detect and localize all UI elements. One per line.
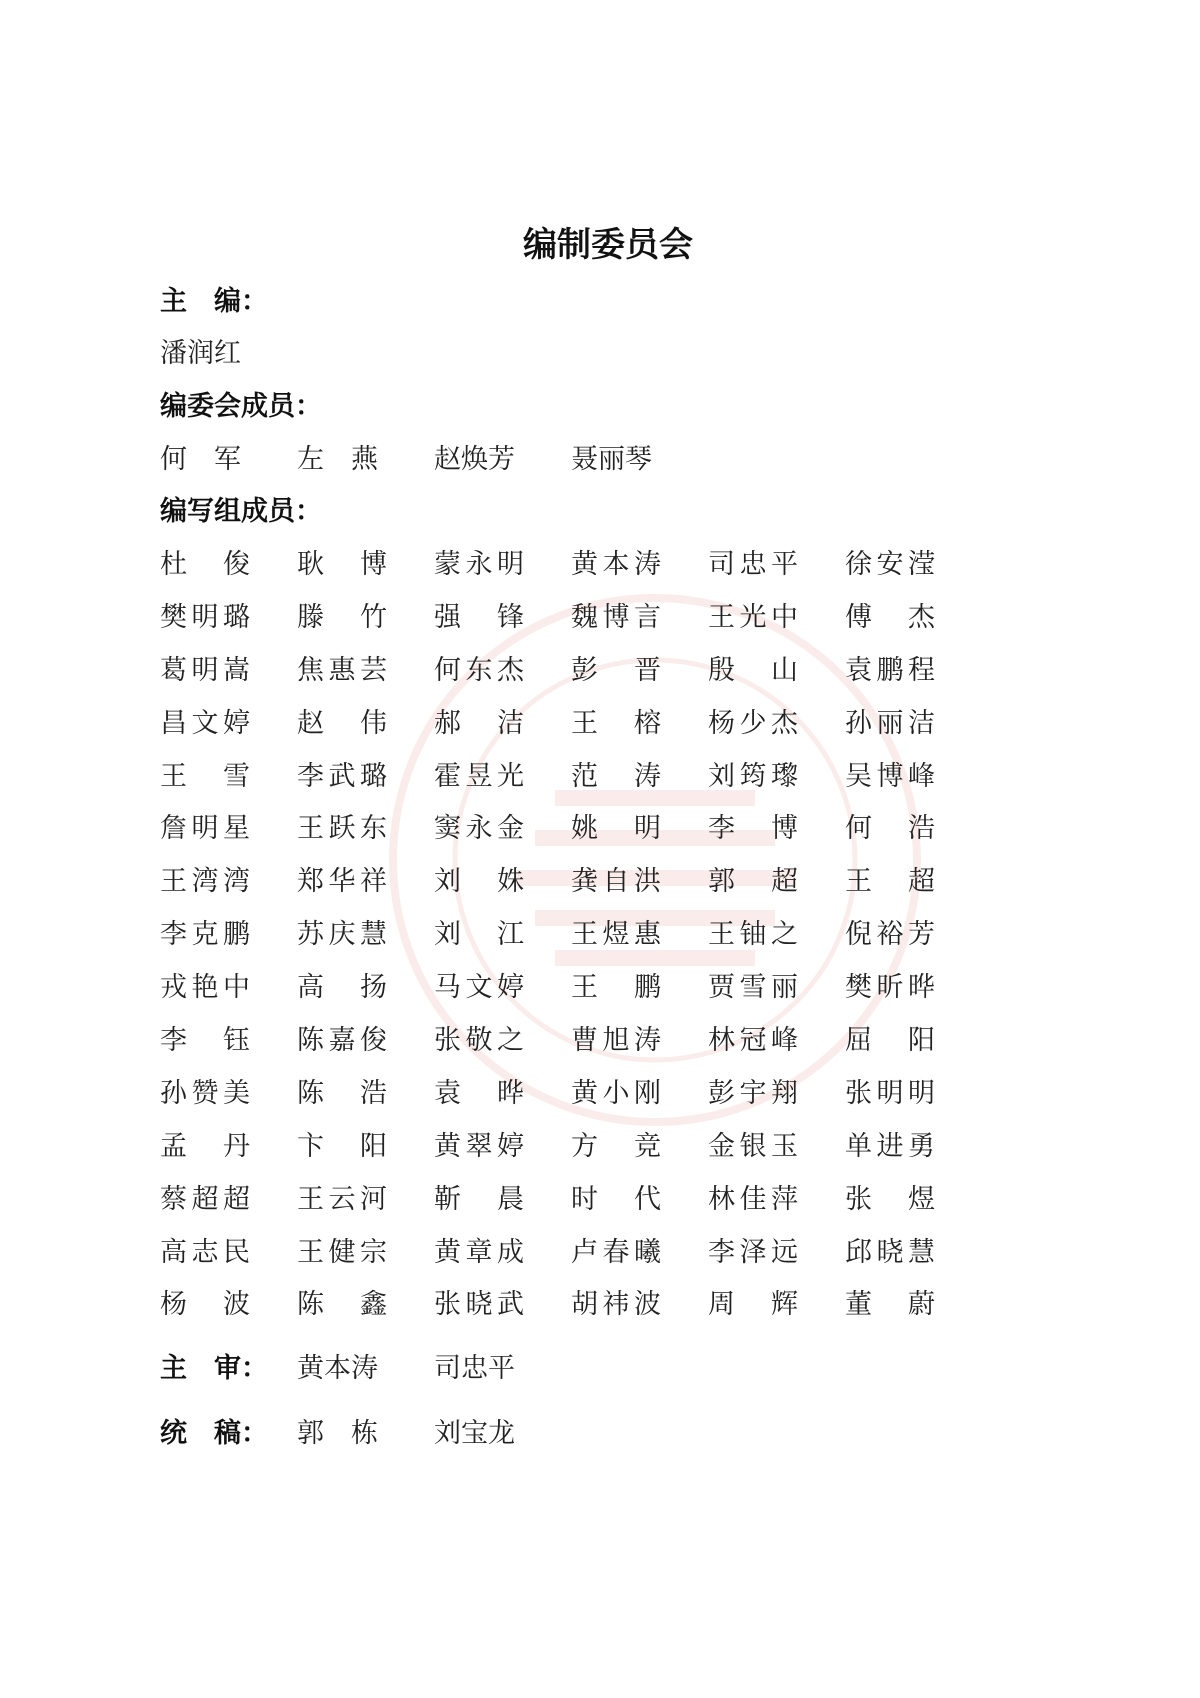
writer-name: 高志民 [160,1236,250,1268]
writer-name: 葛明嵩 [160,654,250,686]
writer-name: 袁 晔 [434,1077,524,1109]
writer-name: 马文婷 [434,972,524,1004]
writers-label: 编写组成员： [160,496,322,527]
writer-name: 傅 杰 [845,601,935,633]
writer-name: 樊明璐 [160,601,250,633]
reviewers-label: 主 审： [160,1353,268,1384]
writer-name: 黄翠婷 [434,1130,524,1162]
page-title: 编制委员会 [523,225,693,265]
writer-name: 王铀之 [708,919,798,951]
writer-name: 杨 波 [160,1289,250,1321]
writer-name: 张 煜 [845,1183,935,1215]
writer-name: 王 榕 [571,707,661,739]
committee-label: 编委会成员： [160,391,322,422]
writer-name: 王云河 [297,1183,387,1215]
writer-name: 王跃东 [297,813,387,845]
writer-name: 曹旭涛 [571,1025,661,1057]
writer-name: 杜 俊 [160,549,250,580]
writer-name: 孟 丹 [160,1130,250,1162]
writer-name: 邱晓慧 [845,1236,935,1268]
writer-name: 王湾湾 [160,866,250,898]
writer-name: 黄小刚 [571,1077,661,1109]
committee-member: 何 军 [160,444,241,475]
writer-name: 詹明星 [160,813,250,845]
writer-name: 林佳萍 [708,1183,798,1215]
writer-name: 李 博 [708,813,798,845]
writer-name: 戎艳中 [160,972,250,1004]
writer-name: 龚自洪 [571,866,661,898]
writer-name: 孙丽洁 [845,707,935,739]
writer-name: 窦永金 [434,813,524,845]
writer-name: 魏博言 [571,601,661,633]
writer-name: 张晓武 [434,1289,524,1321]
writer-name: 卞 阳 [297,1130,387,1162]
chief-editor-name: 潘润红 [160,338,241,369]
writer-name: 周 辉 [708,1289,798,1321]
writer-name: 王 超 [845,866,935,898]
writer-name: 袁鹏程 [845,654,935,686]
writer-name: 殷 山 [708,654,798,686]
writer-name: 刘 江 [434,919,524,951]
writer-name: 金银玉 [708,1130,798,1162]
writer-name: 王 雪 [160,760,250,792]
writer-name: 蔡超超 [160,1183,250,1215]
writer-name: 姚 明 [571,813,661,845]
compiler-name: 郭 栋 [297,1418,378,1449]
chief-editor-label: 主 编： [160,286,268,317]
writer-name: 方 竞 [571,1130,661,1162]
writer-name: 王健宗 [297,1236,387,1268]
writer-name: 焦惠芸 [297,654,387,686]
writer-name: 陈嘉俊 [297,1025,387,1057]
writer-name: 单进勇 [845,1130,935,1162]
writer-name: 黄本涛 [571,549,661,580]
writer-name: 范 涛 [571,760,661,792]
committee-member: 赵焕芳 [434,444,515,475]
writer-name: 徐安滢 [845,549,935,580]
writer-name: 李克鹏 [160,919,250,951]
writer-name: 郝 洁 [434,707,524,739]
writer-name: 昌文婷 [160,707,250,739]
writer-name: 时 代 [571,1183,661,1215]
writer-name: 郑华祥 [297,866,387,898]
writer-name: 王 鹏 [571,972,661,1004]
reviewer-name: 黄本涛 [297,1353,378,1384]
committee-member: 聂丽琴 [571,444,652,475]
committee-member: 左 燕 [297,444,378,475]
writer-name: 卢春曦 [571,1236,661,1268]
writer-name: 倪裕芳 [845,919,935,951]
writer-name: 耿 博 [297,549,387,580]
writer-name: 彭 晋 [571,654,661,686]
writer-name: 王光中 [708,601,798,633]
writer-name: 苏庆慧 [297,919,387,951]
writer-name: 李武璐 [297,760,387,792]
reviewer-name: 司忠平 [434,1353,515,1384]
writer-name: 刘筠瓈 [708,760,798,792]
writer-name: 董 蔚 [845,1289,935,1321]
writer-name: 王煜惠 [571,919,661,951]
writer-name: 吴博峰 [845,760,935,792]
writer-name: 李 钰 [160,1025,250,1057]
writer-name: 贾雪丽 [708,972,798,1004]
writer-name: 黄章成 [434,1236,524,1268]
writer-name: 屈 阳 [845,1025,935,1057]
writer-name: 刘 姝 [434,866,524,898]
writer-name: 杨少杰 [708,707,798,739]
compilers-label: 统 稿： [160,1418,268,1449]
writer-name: 张敬之 [434,1025,524,1057]
writer-name: 张明明 [845,1077,935,1109]
writer-name: 彭宇翔 [708,1077,798,1109]
writer-name: 赵 伟 [297,707,387,739]
writer-name: 胡祎波 [571,1289,661,1321]
writer-name: 樊昕晔 [845,972,935,1004]
writer-name: 林冠峰 [708,1025,798,1057]
compiler-name: 刘宝龙 [434,1418,515,1449]
writer-name: 孙赞美 [160,1077,250,1109]
writer-name: 郭 超 [708,866,798,898]
writer-name: 高 扬 [297,972,387,1004]
writer-name: 靳 晨 [434,1183,524,1215]
writer-name: 何 浩 [845,813,935,845]
writer-name: 陈 浩 [297,1077,387,1109]
writer-name: 陈 鑫 [297,1289,387,1321]
writer-name: 蒙永明 [434,549,524,580]
writer-name: 李泽远 [708,1236,798,1268]
writer-name: 滕 竹 [297,601,387,633]
writer-name: 何东杰 [434,654,524,686]
writer-name: 霍昱光 [434,760,524,792]
writer-name: 司忠平 [708,549,798,580]
writer-name: 强 锋 [434,601,524,633]
